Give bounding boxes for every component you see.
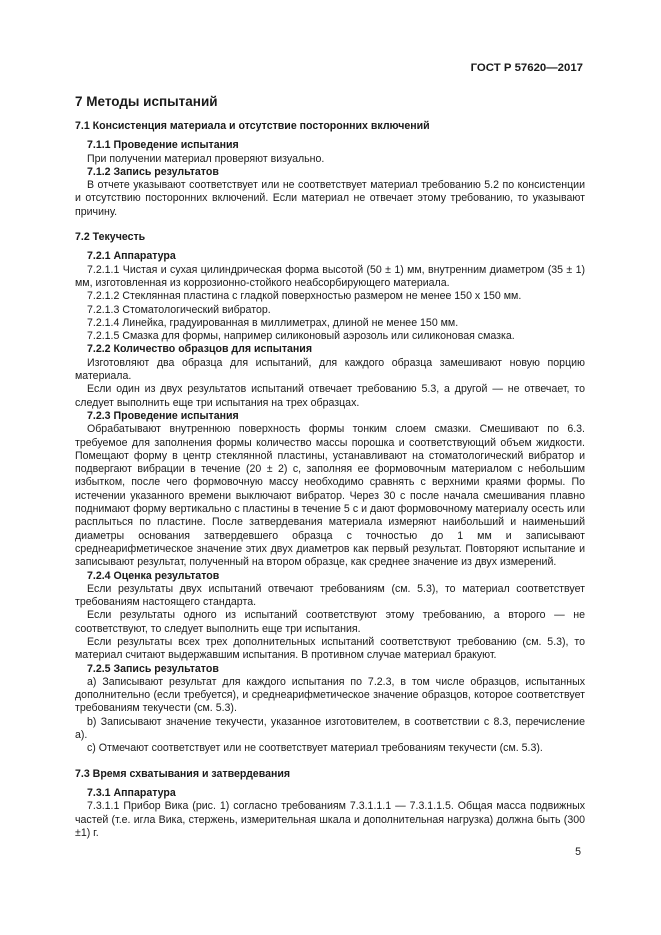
paragraph: 7.3.1.1 Прибор Вика (рис. 1) согласно требованиям 7.3.1.1.1 — 7.3.1.1.5. Общая масса подвижных частей (т.е. игла Вика, стержень, измерительная шкала и дополнительная нагрузка) должна быть (300 ±1) г.	[75, 800, 585, 839]
paragraph: Если один из двух результатов испытаний отвечает требованию 5.3, а другой — не отвечает, то следует выполнить еще три испытания на трех образцах.	[75, 383, 585, 409]
clause-title-7-2-1: 7.2.1 Аппаратура	[87, 250, 176, 263]
paragraph: Обрабатывают внутреннюю поверхность формы тонким слоем смазки. Смешивают по 6.3. требуемое для заполнения формы количество массы порошка и соответствующий объем жидкости. Помещают форму в центр стеклянной пластины, устанавливают на стоматологический вибратор и подвергают вибрации в течение (20 ± 2) с, заполняя ее формовочным материалом с небольшим избытком, после чего формовочную массу необходимо сравнять с верхними краями формы. По истечении указанного времени выключают вибратор. Через 30 с после начала смешивания плавно поднимают форму вертикально с пластины в течение 5 с и дают формовочному материалу осесть или расплыться по пластине. После затвердевания материала измеряют наибольший и наименьший диаметры основания затвердевшего образца с точностью до 1 мм и записывают среднеарифметическое значение этих двух диаметров как первый результат. Повторяют испытание и записывают результат, полученный на втором образце, как среднее значение из двух измерений.	[75, 423, 585, 569]
clause-title-7-2-3: 7.2.3 Проведение испытания	[87, 409, 239, 422]
document-body	[75, 93, 585, 840]
paragraph: 7.2.1.3 Стоматологический вибратор.	[87, 303, 271, 316]
clause-title-7-1-2: 7.1.2 Запись результатов	[87, 165, 219, 178]
clause-title-7-2-4: 7.2.4 Оценка результатов	[87, 569, 220, 582]
paragraph: 7.2.1.4 Линейка, градуированная в миллиметрах, длиной не менее 150 мм.	[87, 316, 459, 329]
paragraph: 7.2.1.2 Стеклянная пластина с гладкой поверхностью размером не менее 150 x 150 мм.	[87, 290, 522, 303]
clause-title-7-2-5: 7.2.5 Запись результатов	[87, 662, 219, 675]
page-number: 5	[575, 846, 581, 858]
list-item: a) Записывают результат для каждого испытания по 7.2.3, в том числе образцов, испытанных дополнительно (если требуется), и среднеарифметическое значение образцов, которое соответствует требованиям текучести (см. 5.3).	[75, 675, 585, 715]
paragraph: Если результаты всех трех дополнительных испытаний соответствуют требованию (см. 5.3), то материал считают выдержавшим испытания. В противном случае материал бракуют.	[75, 635, 585, 662]
paragraph: Изготовляют два образца для испытаний, для каждого образца замешивают новую порцию материала.	[75, 356, 585, 383]
list-item: с) Отмечают соответствует или не соответствует материал требованиям текучести (см. 5.3).	[87, 742, 543, 755]
clause-title-7-2-2: 7.2.2 Количество образцов для испытания	[87, 343, 313, 356]
clause-title-7-3-1: 7.3.1 Аппаратура	[87, 786, 176, 799]
clause-title-7-1-1: 7.1.1 Проведение испытания	[87, 139, 239, 152]
list-item: b) Записывают значение текучести, указанное изготовителем, в соответствии с 8.3, перечисление а).	[75, 715, 585, 742]
paragraph: 7.2.1.1 Чистая и сухая цилиндрическая форма высотой (50 ± 1) мм, внутренним диаметром (35 ± 1) мм, изготовленная из коррозионно-стойкого неабсорбирующего материала.	[75, 263, 585, 289]
subsection-title-7-2: 7.2 Текучесть	[75, 231, 146, 244]
document-code: ГОСТ Р 57620—2017	[470, 62, 583, 74]
subsection-title-7-1: 7.1 Консистенция материала и отсутствие посторонних включений	[75, 120, 430, 132]
paragraph: Если результаты двух испытаний отвечают требованиям (см. 5.3), то материал соответствует требованиям настоящего стандарта.	[75, 582, 585, 609]
paragraph: Если результаты одного из испытаний соответствуют этому требованию, а второго — не соответствуют, то следует выполнить еще три испытания.	[75, 609, 585, 635]
paragraph: При получении материал проверяют визуально.	[87, 152, 325, 165]
paragraph: 7.2.1.5 Смазка для формы, например силиконовый аэрозоль или силиконовая смазка.	[87, 330, 515, 343]
subsection-title-7-3: 7.3 Время схватывания и затвердевания	[75, 767, 291, 780]
paragraph: В отчете указывают соответствует или не соответствует материал требованию 5.2 по консистенции и отсутствию посторонних включений. Если материал не отвечает этому требованию, то указывают причину.	[75, 179, 585, 218]
section-title: 7 Методы испытаний	[75, 94, 218, 109]
